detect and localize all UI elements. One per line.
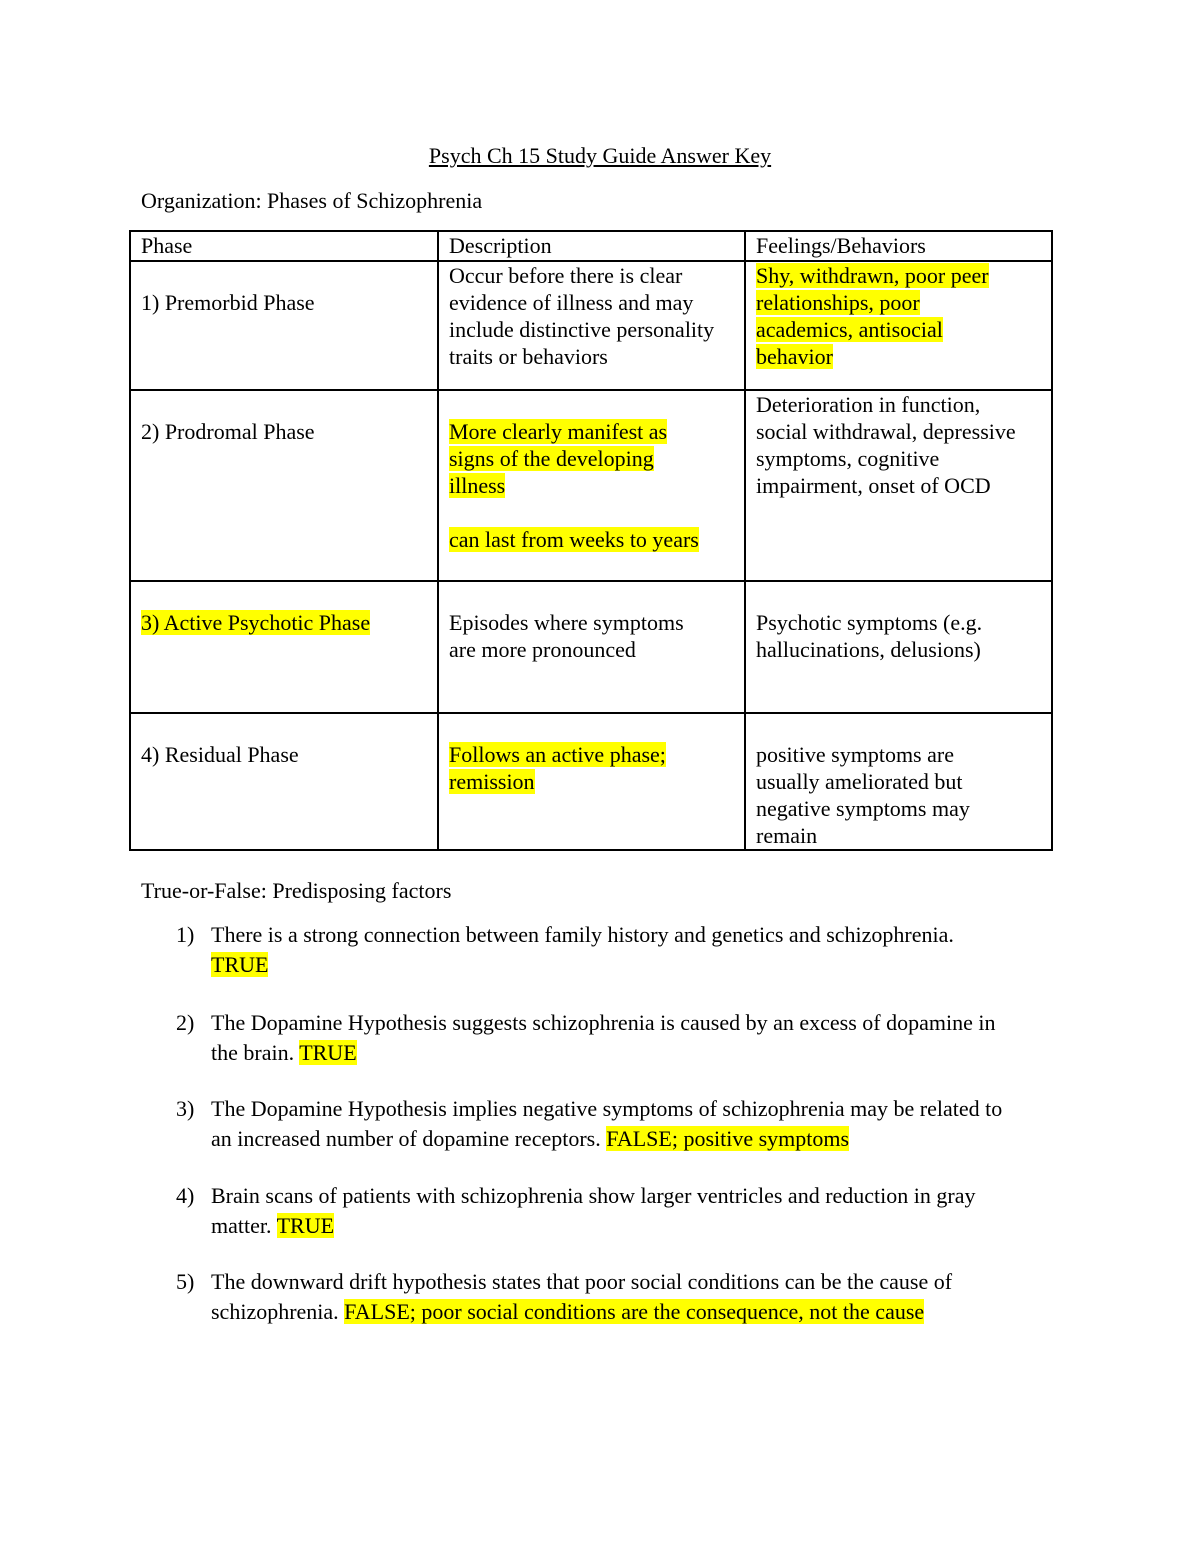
feelings-line: symptoms, cognitive <box>756 446 940 471</box>
description-line: are more pronounced <box>449 637 636 662</box>
item-statement-cont: schizophrenia. <box>211 1299 345 1324</box>
description-line: illness <box>449 473 506 498</box>
feelings-cell <box>745 390 1052 581</box>
item-answer: TRUE <box>276 1213 335 1238</box>
item-number: 3) <box>176 1096 195 1121</box>
item-statement-cont: the brain. <box>211 1040 300 1065</box>
description-cell <box>438 581 745 713</box>
header-feelings: Feelings/Behaviors <box>745 231 1052 261</box>
description-cell <box>438 390 745 581</box>
table-header-row <box>130 231 1052 261</box>
phase-label: 2) Prodromal Phase <box>141 419 315 444</box>
feelings-line: Psychotic symptoms (e.g. <box>756 610 983 635</box>
item-number: 4) <box>176 1183 195 1208</box>
header-description: Description <box>438 231 745 261</box>
item-statement: The Dopamine Hypothesis suggests schizophrenia is caused by an excess of dopamine in <box>211 1010 996 1035</box>
feelings-line: remain <box>756 823 818 848</box>
description-line: Episodes where symptoms <box>449 610 684 635</box>
phase-label: 3) Active Psychotic Phase <box>141 610 371 635</box>
table-row <box>130 581 1052 713</box>
organization-heading: Organization: Phases of Schizophrenia <box>141 188 483 213</box>
phase-cell <box>130 261 438 390</box>
description-line: signs of the developing <box>449 446 654 471</box>
description-cell <box>438 261 745 390</box>
description-line: include distinctive personality <box>449 317 715 342</box>
description-line: remission <box>449 769 535 794</box>
table-row <box>130 713 1052 850</box>
feelings-line: social withdrawal, depressive <box>756 419 1016 444</box>
item-statement-cont: an increased number of dopamine receptors. <box>211 1126 607 1151</box>
feelings-line: negative symptoms may <box>756 796 970 821</box>
feelings-line: Shy, withdrawn, poor peer <box>756 263 989 288</box>
phase-cell <box>130 390 438 581</box>
true-false-heading: True-or-False: Predisposing factors <box>141 878 452 903</box>
item-answer: TRUE <box>299 1040 357 1065</box>
phases-table <box>129 230 1053 851</box>
item-answer: FALSE; positive symptoms <box>606 1126 850 1151</box>
table-row <box>130 261 1052 390</box>
feelings-line: academics, antisocial <box>756 317 943 342</box>
description-cell <box>438 713 745 850</box>
feelings-cell <box>745 261 1052 390</box>
item-statement: The Dopamine Hypothesis implies negative symptoms of schizophrenia may be related to <box>211 1096 1003 1121</box>
feelings-line: positive symptoms are <box>756 742 954 767</box>
header-phase: Phase <box>130 231 438 261</box>
description-line: More clearly manifest as <box>449 419 668 444</box>
feelings-line: hallucinations, delusions) <box>756 637 981 662</box>
phase-cell <box>130 713 438 850</box>
description-line: evidence of illness and may <box>449 290 694 315</box>
item-statement: Brain scans of patients with schizophrenia show larger ventricles and reduction in gray <box>211 1183 976 1208</box>
feelings-line: impairment, onset of OCD <box>756 473 991 498</box>
feelings-cell <box>745 581 1052 713</box>
description-line: Follows an active phase; <box>449 742 666 767</box>
item-number: 1) <box>176 922 195 947</box>
item-number: 2) <box>176 1010 195 1035</box>
description-line: Occur before there is clear <box>449 263 683 288</box>
description-line: traits or behaviors <box>449 344 608 369</box>
item-number: 5) <box>176 1269 195 1294</box>
item-statement: The downward drift hypothesis states that poor social conditions can be the cause of <box>211 1269 953 1294</box>
description-line: can last from weeks to years <box>449 527 699 552</box>
phase-label: 4) Residual Phase <box>141 742 299 767</box>
item-statement: There is a strong connection between family history and genetics and schizophrenia. <box>211 922 954 947</box>
item-answer: FALSE; poor social conditions are the consequence, not the cause <box>344 1299 925 1324</box>
feelings-line: usually ameliorated but <box>756 769 963 794</box>
item-answer: TRUE <box>211 952 269 977</box>
phase-label: 1) Premorbid Phase <box>141 290 315 315</box>
table-row <box>130 390 1052 581</box>
item-statement-cont: matter. <box>211 1213 277 1238</box>
feelings-line: behavior <box>756 344 833 369</box>
feelings-cell <box>745 713 1052 850</box>
document-title: Psych Ch 15 Study Guide Answer Key <box>428 143 772 168</box>
feelings-line: Deterioration in function, <box>756 392 981 417</box>
phase-cell <box>130 581 438 713</box>
feelings-line: relationships, poor <box>756 290 920 315</box>
